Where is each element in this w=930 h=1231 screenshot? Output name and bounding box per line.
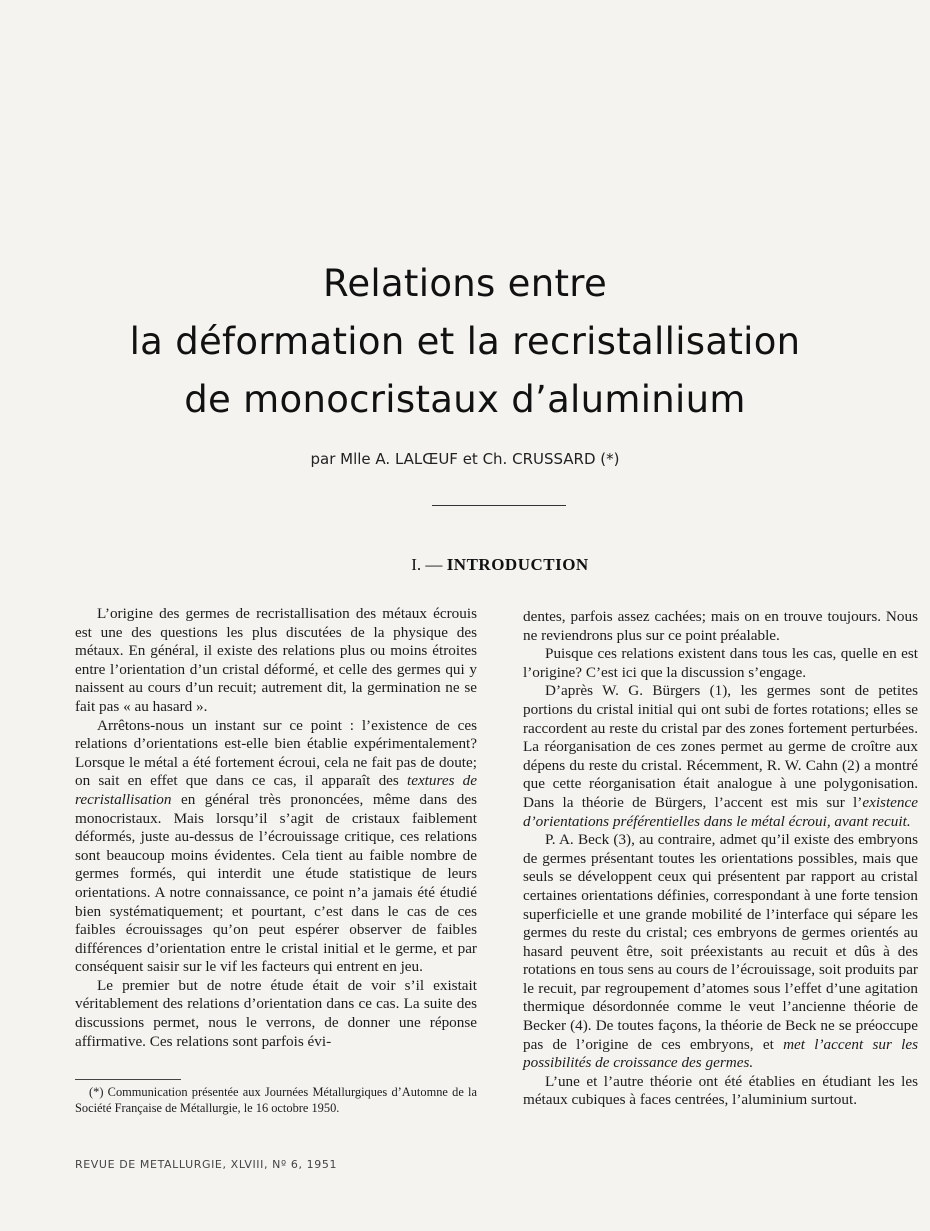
title-separator-rule	[432, 505, 566, 506]
paragraph-text: P. A. Beck (3), au contraire, admet qu’il existe des embryons de germes présentant toutes les orientations possibles, mais que seuls se développent ceux qui présentent par rapport au cristal certaines orientations définies, correspondant à une forte tension superficielle et une grande mobilité de l’interface qui sépare les germes du reste du cristal; ces embryons de germes orientés au hasard peuvent être, soit préexistants au recuit et dûs à des rotations en tous sens au cours de l’écrouissage, soit produits par le recuit, par regroupement d’atomes sous l’effet d’une agitation thermique désordonnée comme le veut l’ancienne théorie de Becker (4). De toutes façons, la théorie de Beck ne se préoccupe pas de l’origine de ces embryons, et	[523, 831, 918, 1053]
paragraph	[523, 831, 918, 1073]
title-line-1: Relations entre	[322, 262, 608, 305]
section-name: INTRODUCTION	[446, 555, 589, 574]
paragraph	[75, 717, 477, 977]
section-heading	[0, 555, 930, 575]
section-number: I. —	[411, 555, 443, 574]
footnote-rule	[75, 1079, 181, 1080]
paragraph: Puisque ces relations existent dans tous les cas, quelle en est l’origine? C’est ici que la discussion s’engage.	[523, 645, 918, 681]
paragraph: L’origine des germes de recristallisation des métaux écrouis est une des questions les plus discutées de la physique des métaux. En général, il existe des relations plus ou moins étroites entre l’orientation d’un cristal déformé, et celle des germes qui y naissent au cours d’un recuit; autrement dit, la germination ne se fait pas « au hasard ».	[75, 605, 477, 715]
emphasis-text: met l’accent sur les possibilités de croissance des germes.	[523, 1035, 918, 1072]
title-line-3: de monocristaux d’aluminium	[184, 378, 746, 421]
paragraph	[523, 682, 918, 831]
paragraph-text: Arrêtons-nous un instant sur ce point : l’existence de ces relations d’orientations est-elle bien établie expérimentalement? Lorsque le métal a été fortement écroui, cela ne fait pas de doute; on sait en effet que dans ce cas, il apparaît des	[75, 716, 477, 790]
paragraph: Le premier but de notre étude était de voir s’il existait véritablement des relations d’orientation dans ce cas. La suite des discussions permet, nous le verrons, de donner une réponse affirmative. Ces relations sont parfois évi-	[75, 976, 477, 1050]
paragraph: dentes, parfois assez cachées; mais on en trouve toujours. Nous ne reviendrons plus sur ce point préalable.	[523, 608, 918, 644]
paragraph-text: en général très prononcées, même dans des monocristaux. Mais lorsqu’il s’agit de cristaux faiblement déformés, juste au-dessus de l’écrouissage critique, ces relations sont beaucoup moins évidentes. Cela tient au faible nombre de germes formés, qui interdit une étude statistique de leurs orientations. A notre connaissance, ce point n’a jamais été étudié bien systématiquement; et pourtant, c’est dans le cas de ces faibles écrouissages qu’on peut espérer observer de faibles différences d’orientation entre le cristal initial et le germe, et par conséquent saisir sur le vif les facteurs qui entrent en jeu.	[75, 790, 477, 976]
left-column	[75, 605, 477, 1051]
author-byline: par Mlle A. LALŒUF et Ch. CRUSSARD (*)	[310, 450, 620, 468]
emphasis-text: textures de recristallisation	[75, 772, 477, 808]
article-title	[0, 255, 930, 429]
paragraph-text: D’après W. G. Bürgers (1), les germes sont de petites portions du cristal initial qui ont subi de fortes rotations; elles se raccordent au reste du cristal par des zones fortement perturbées. La réorganisation de ces zones permet au germe de croître aux dépens du reste du cristal. Récemment, R. W. Cahn (2) a montré que cette réorganisation était analogue à une polygonisation. Dans la théorie de Bürgers, l’accent est mis sur l’	[523, 682, 918, 811]
title-line-2: la déformation et la recristallisation	[129, 320, 801, 363]
journal-reference: REVUE DE METALLURGIE, XLVIII, Nº 6, 1951	[75, 1158, 338, 1171]
emphasis-text: existence d’orientations préférentielles dans le métal écroui, avant recuit.	[523, 793, 918, 830]
right-column	[523, 608, 918, 1110]
footnote: (*) Communication présentée aux Journées Métallurgiques d’Automne de la Société Française de Métallurgie, le 16 octobre 1950.	[75, 1085, 477, 1115]
paragraph: L’une et l’autre théorie ont été établies en étudiant les les métaux cubiques à faces centrées, l’aluminium surtout.	[523, 1072, 918, 1109]
